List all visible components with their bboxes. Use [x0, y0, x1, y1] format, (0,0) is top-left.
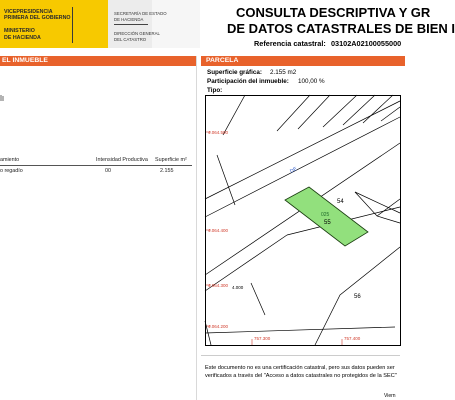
table-header-crop: amiento [0, 157, 20, 163]
map-frame [205, 95, 401, 346]
secretariat-divider [114, 24, 148, 25]
parcel-label-56: 56 [354, 294, 361, 300]
ministry-line-2: PRIMERA DEL GOBIERNO [4, 15, 71, 22]
ministry-line-4: DE HACIENDA [4, 34, 41, 41]
section-bar-inmueble [0, 56, 197, 66]
table-header-surface: Superficie m² [155, 157, 187, 163]
selected-parcel-code: 025 [321, 212, 330, 218]
secretariat-line-2: DE HACIENDA [114, 16, 144, 22]
direction-line-2: DEL CATASTRO [114, 36, 147, 42]
column-divider [196, 56, 197, 400]
coord-label-757300: 757.300 [254, 336, 271, 341]
table-header-rule [0, 165, 192, 166]
road-label: DE [289, 166, 299, 175]
ministry-line-1: VICEPRESIDENCIA [4, 9, 53, 15]
ministry-line-3: MINISTERIO [4, 28, 35, 35]
ref-label: Referencia catastral: [254, 39, 326, 48]
section-bar-parcela [201, 56, 405, 66]
type-label: Tipo: [207, 87, 223, 94]
coord-label-757400: 757.400 [344, 336, 361, 341]
surface-value: 2.155 m2 [270, 69, 297, 76]
coord-label-4064500: 4.064.500 [208, 130, 229, 135]
coord-label-4064300: 4.064.300 [208, 283, 229, 288]
secretariat-line-1: SECRETARÍA DE ESTADO [114, 11, 167, 16]
table-row-intensity: 00 [105, 168, 111, 174]
section-title-parcela: PARCELA [206, 57, 239, 64]
direction-line-1: DIRECCIÓN GENERAL [114, 31, 160, 36]
coord-label-4000: 4.000 [232, 285, 244, 290]
page-title-line-1: CONSULTA DESCRIPTIVA Y GR [236, 5, 431, 20]
table-row-surface: 2.155 [160, 168, 174, 174]
table-header-intensity: Intensidad Productiva [96, 157, 148, 163]
footer-date: Viern [384, 393, 396, 399]
surface-label: Superficie gráfica: [207, 69, 262, 76]
table-row-crop: o regadío [0, 168, 23, 174]
truncated-text-marker [0, 95, 4, 103]
secretariat-spacer [152, 0, 200, 48]
ref-value: 03102A02100055000 [331, 39, 402, 48]
note-rule [201, 355, 400, 356]
parcel-label-54: 54 [337, 199, 344, 205]
participation-label: Participación del inmueble: [207, 78, 289, 85]
page-title-line-2: DE DATOS CATASTRALES DE BIEN I [227, 21, 455, 36]
coord-label-4064400: 4.064.400 [208, 228, 229, 233]
disclaimer-note: Este documento no es una certificación catastral, pero sus datos pueden ser verificados a través del "Acceso a datos catastrales no protegidos de la SEC" [205, 365, 397, 379]
coord-label-4064200: 4.064.200 [208, 324, 229, 329]
section-title-inmueble: EL INMUEBLE [2, 57, 48, 64]
parcel-label-55: 55 [324, 220, 331, 226]
banner-divider [72, 7, 73, 43]
participation-value: 100,00 % [298, 78, 325, 85]
